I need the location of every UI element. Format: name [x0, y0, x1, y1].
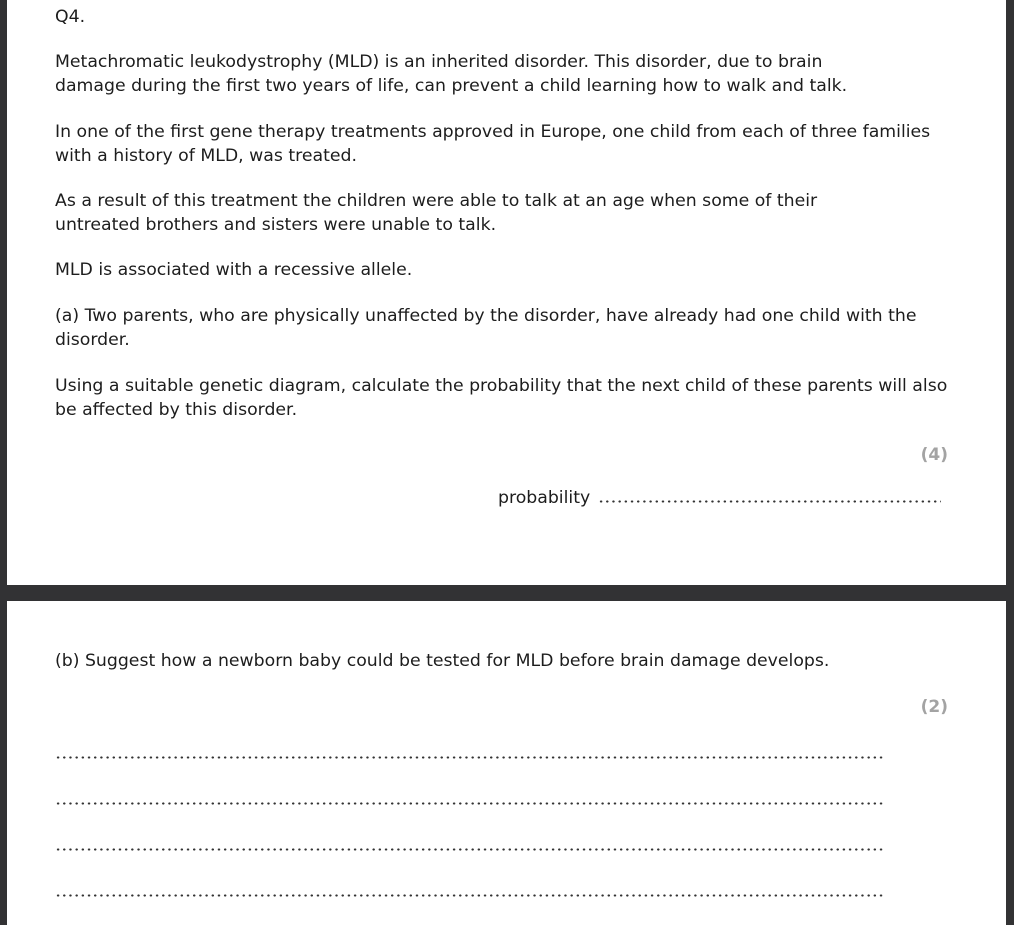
- intro-paragraph-2: In one of the first gene therapy treatments approved in Europe, one child from each of three families with a history of MLD, was treated.: [55, 122, 931, 166]
- answer-line-1[interactable]: [55, 756, 883, 759]
- probability-answer-field[interactable]: [498, 488, 941, 508]
- part-a-marks: (4): [920, 445, 948, 465]
- part-b-question: (b) Suggest how a newborn baby could be tested for MLD before brain damage develops.: [55, 651, 830, 671]
- question-number: Q4.: [55, 7, 86, 27]
- intro-paragraph-4: MLD is associated with a recessive allele.: [55, 260, 413, 280]
- answer-line-4[interactable]: [55, 894, 883, 897]
- part-a-instruction: Using a suitable genetic diagram, calculate the probability that the next child of these parents will also be affected by this disorder.: [55, 376, 948, 420]
- page-1: [7, 0, 1006, 585]
- intro-paragraph-3: As a result of this treatment the children were able to talk at an age when some of their untreated brothers and sisters were unable to talk.: [55, 191, 818, 235]
- answer-line-2[interactable]: [55, 802, 883, 805]
- part-b-marks: (2): [920, 697, 948, 717]
- probability-dotted-line[interactable]: [598, 500, 941, 503]
- intro-paragraph-1: Metachromatic leukodystrophy (MLD) is an inherited disorder. This disorder, due to brain damage during the first two years of life, can prevent a child learning how to walk and talk.: [55, 52, 848, 96]
- answer-line-3[interactable]: [55, 848, 883, 851]
- probability-label: probability: [498, 488, 591, 508]
- page-2: [7, 601, 1006, 925]
- part-a-question: (a) Two parents, who are physically unaffected by the disorder, have already had one child with the disorder.: [55, 306, 917, 350]
